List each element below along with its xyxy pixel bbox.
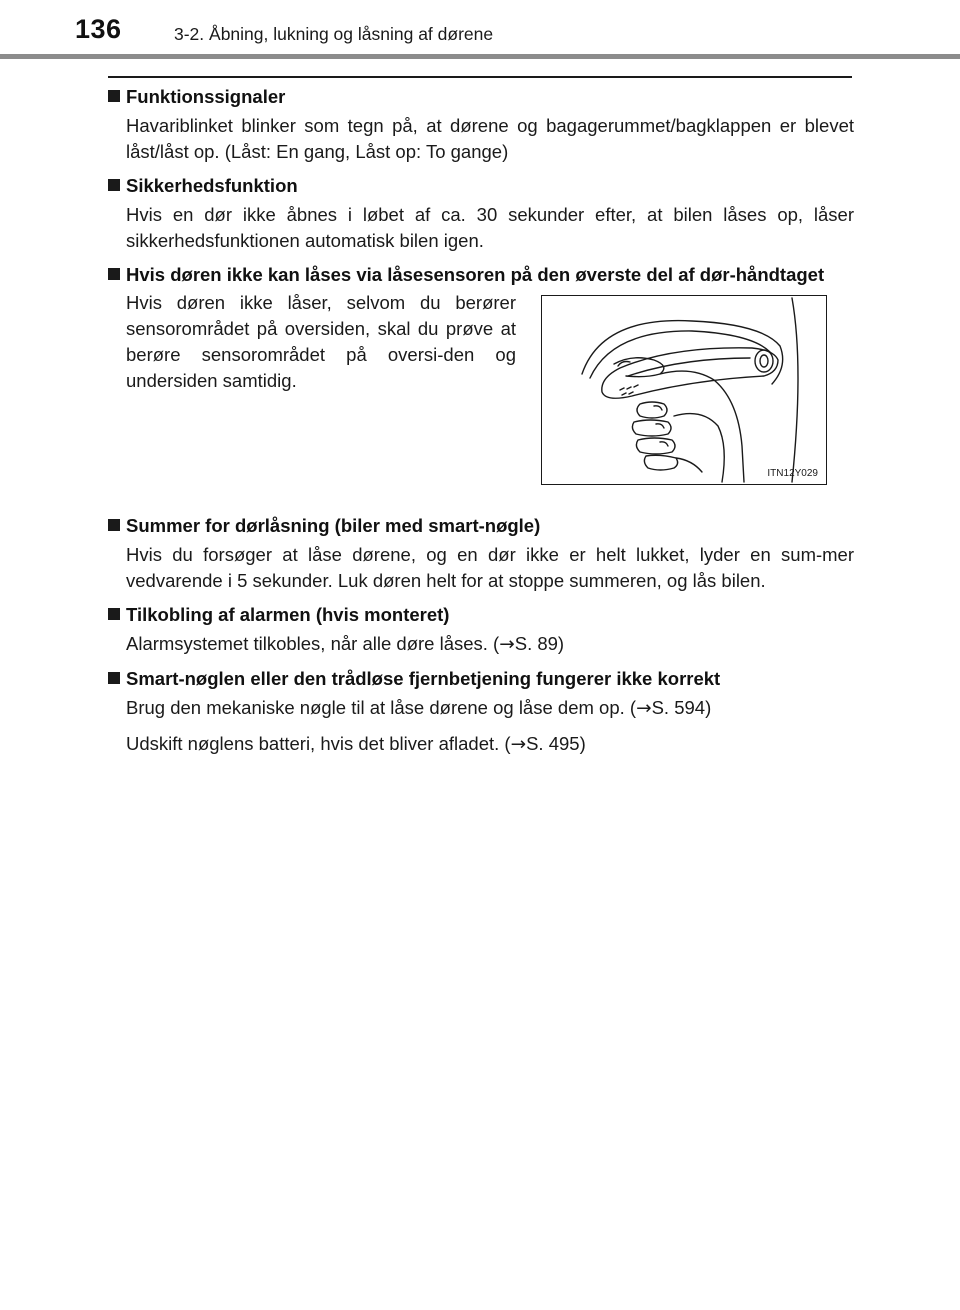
page-reference-link[interactable]: S. 495): [526, 733, 586, 754]
heading-text: Summer for dørlåsning (biler med smart-nøgle): [126, 515, 541, 536]
square-bullet-icon: [108, 179, 120, 191]
arrow-right-icon: →: [636, 698, 652, 719]
arrow-right-icon: →: [499, 634, 515, 655]
heading-text: Tilkobling af alarmen (hvis monteret): [126, 604, 450, 625]
chapter-title: 3-2. Åbning, lukning og låsning af dørene: [174, 24, 494, 44]
section-paragraph: Hvis en dør ikke åbnes i løbet af ca. 30 sekunder efter, at bilen låses op, låser sikkerhedsfunktionen automatisk bilen igen.: [126, 204, 854, 251]
paragraph-text: Udskift nøglens batteri, hvis det bliver afladet. (: [126, 733, 511, 754]
section-paragraph: [108, 631, 854, 658]
section-heading: [108, 262, 854, 288]
section-paragraph: Hvis døren ikke låser, selvom du berører sensorområdet på oversiden, skal du prøve at berøre sensorområdet på oversi-den og undersiden samtidig.: [126, 292, 516, 391]
heading-text: Smart-nøglen eller den trådløse fjernbetjening fungerer ikke korrekt: [126, 668, 721, 689]
page-reference-link[interactable]: S. 594): [651, 697, 712, 718]
heading-text: Sikkerhedsfunktion: [126, 175, 298, 196]
heading-text: Funktionssignaler: [126, 86, 286, 107]
section-heading: [108, 602, 854, 628]
paragraph-text: Brug den mekaniske nøgle til at låse dørene og låse dem op. (: [126, 697, 637, 718]
page-header: [0, 0, 960, 60]
square-bullet-icon: [108, 268, 120, 280]
section-alarm: [108, 602, 854, 658]
figure-code: ITN12Y029: [767, 468, 818, 479]
section-heading: [108, 173, 854, 199]
section-rule: [108, 76, 852, 78]
heading-text: Hvis døren ikke kan låses via låsesensoren på den øverste del af dør-håndtaget: [126, 264, 825, 285]
square-bullet-icon: [108, 519, 120, 531]
door-handle-illustration: [541, 295, 827, 485]
door-handle-hand-icon: [542, 296, 826, 484]
section-heading: [108, 84, 854, 110]
section-sikkerhedsfunktion: [108, 173, 854, 254]
section-paragraph: [108, 695, 854, 722]
section-paragraph: Havariblinket blinker som tegn på, at dørene og bagagerummet/bagklappen er blevet låst/låst op. (Låst: En gang, Låst op: To gange): [126, 115, 854, 162]
section-heading: [108, 513, 854, 539]
header-bar: [0, 54, 960, 59]
section-smart-noegle: [108, 666, 854, 758]
section-laasesensor: [108, 262, 854, 505]
section-heading: [108, 666, 854, 692]
page-number: 136: [75, 14, 122, 44]
square-bullet-icon: [108, 90, 120, 102]
section-paragraph: Hvis du forsøger at låse dørene, og en dør ikke er helt lukket, lyder en sum-mer vedvarende i 5 sekunder. Luk døren helt for at stoppe summeren, og lås bilen.: [126, 544, 854, 591]
text-with-figure: [108, 290, 854, 505]
page-reference-link[interactable]: S. 89): [514, 633, 565, 654]
square-bullet-icon: [108, 608, 120, 620]
arrow-right-icon: →: [510, 734, 527, 755]
page-content: [108, 84, 854, 766]
paragraph-text: Alarmsystemet tilkobles, når alle døre låses. (: [126, 633, 500, 654]
section-paragraph: [108, 731, 854, 758]
section-summer: [108, 513, 854, 594]
square-bullet-icon: [108, 672, 120, 684]
section-funktionssignaler: [108, 84, 854, 165]
